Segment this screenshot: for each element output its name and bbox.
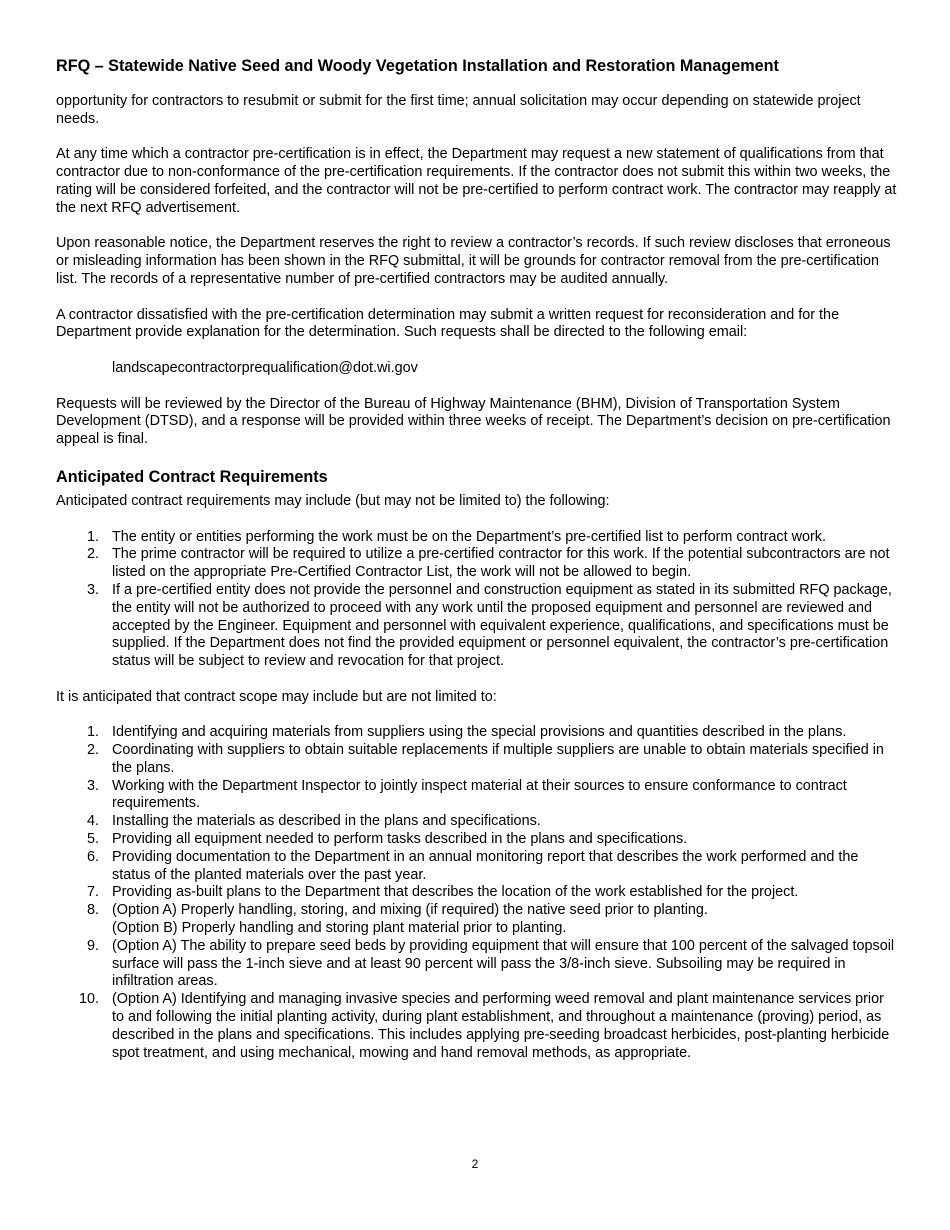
paragraph-records-review: Upon reasonable notice, the Department reserves the right to review a contractor’s records. If such review discloses that erroneous or misleading information has been shown in the RFQ submittal, it will be grounds for contractor removal from the pre-certification list. The records of a representative number of pre-certified contractors may be audited annually. — [56, 235, 891, 287]
paragraph-appeal-review: Requests will be reviewed by the Director of the Bureau of Highway Maintenance (BHM), Division of Transportation System Development (DTSD), and a response will be provided within three weeks of receipt. The Department’s decision on pre-certification appeal is final. — [56, 395, 891, 448]
list-item-text: The prime contractor will be required to utilize a pre-certified contractor for this work. If the potential subcontractors are not listed on the appropriate Pre-Certified Contractor List, the work will not be allowed to begin. — [112, 546, 890, 581]
list-item-number: 6. — [86, 848, 99, 865]
requirements-intro: Anticipated contract requirements may include (but may not be limited to) the following: — [56, 492, 610, 509]
list-item — [56, 938, 898, 991]
list-item-text: Coordinating with suppliers to obtain suitable replacements if multiple suppliers are unable to obtain materials specified in the plans. — [112, 742, 884, 776]
list-item-text: (Option A) Properly handling, storing, and mixing (if required) the native seed prior to planting. — [112, 902, 708, 919]
list-item — [56, 813, 898, 831]
list-item-text: Identifying and acquiring materials from suppliers using the special provisions and quantities described in the plans. — [112, 724, 847, 741]
paragraph-resubmit: opportunity for contractors to resubmit or submit for the first time; annual solicitation may occur depending on statewide project needs. — [56, 93, 861, 127]
list-item-text: If a pre-certified entity does not provide the personnel and construction equipment as stated in its submitted RFQ package, the entity will not be authorized to proceed with any work until the proposed equipment and personnel are reviewed and accepted by the Engineer. Equipment and personnel with equivalent experience, qualifications, and specifications must be supplied. If the Department does not find the provided equipment or personnel equivalent, the contractor’s pre-certification status will be subject to review and revocation for that project. — [112, 581, 892, 670]
list-item-number: 3. — [86, 581, 99, 598]
requirements-list — [56, 529, 898, 671]
list-item-number: 2. — [86, 742, 99, 759]
paragraph-reconsideration: A contractor dissatisfied with the pre-certification determination may submit a written request for reconsideration and for the Department provide explanation for the determination. Such requests shall be directed to the following email: — [56, 306, 840, 341]
list-item-number: 7. — [86, 884, 99, 901]
list-item — [56, 831, 898, 849]
list-item-number: 8. — [86, 902, 99, 919]
list-item-text: (Option A) Identifying and managing invasive species and performing weed removal and plant maintenance services prior to and following the initial planting activity, during plant establishment, and throughout a maintenance (proving) period, as described in the plans and specifications. This includes applying pre-seeding broadcast herbicides, post-planting herbicide spot treatment, and using mechanical, mowing and hand removal methods, as appropriate. — [112, 991, 890, 1061]
list-item — [56, 991, 898, 1062]
list-item-text: (Option A) The ability to prepare seed beds by providing equipment that will ensure that 100 percent of the salvaged topsoil surface will pass the 1-inch sieve and at least 90 percent will pass the 3/8-inch sieve. Subsoiling may be required in infiltration areas. — [112, 937, 895, 990]
list-item-number: 4. — [86, 813, 99, 830]
section-heading: Anticipated Contract Requirements — [56, 467, 328, 486]
list-item-text: Installing the materials as described in the plans and specifications. — [112, 813, 541, 830]
contact-email: landscapecontractorprequalification@dot.wi.gov — [112, 359, 418, 376]
list-item-text: Providing all equipment needed to perform tasks described in the plans and specifications. — [112, 831, 688, 848]
list-item-number: 9. — [86, 937, 99, 954]
list-item-number: 2. — [86, 546, 99, 563]
list-item — [56, 582, 898, 671]
list-item-text: The entity or entities performing the work must be on the Department’s pre-certified list to perform contract work. — [112, 528, 826, 545]
list-item — [56, 884, 898, 902]
page-header-title: RFQ – Statewide Native Seed and Woody Vegetation Installation and Restoration Management — [56, 57, 779, 75]
list-item-text: Providing as-built plans to the Department that describes the location of the work established for the project. — [112, 884, 799, 901]
list-item-number: 10. — [78, 991, 99, 1008]
list-item-number: 1. — [86, 724, 99, 741]
list-item — [56, 529, 898, 547]
list-item — [56, 546, 898, 582]
list-item-number: 3. — [86, 777, 99, 794]
scope-list — [56, 724, 898, 1062]
list-item — [56, 778, 898, 814]
scope-intro: It is anticipated that contract scope may include but are not limited to: — [56, 688, 497, 705]
list-item-number: 1. — [86, 528, 99, 545]
list-item — [56, 724, 898, 742]
list-item-text-option-b: (Option B) Properly handling and storing plant material prior to planting. — [112, 920, 567, 937]
list-item — [56, 849, 898, 885]
list-item-number: 5. — [86, 831, 99, 848]
page-number: 2 — [471, 1157, 479, 1171]
paragraph-statement-of-qualifications: At any time which a contractor pre-certification is in effect, the Department may request a new statement of qualifications from that contractor due to non-conformance of the pre-certification requirements. If the contractor does not submit this within two weeks, the rating will be considered forfeited, and the contractor will not be pre-certified to perform contract work. The contractor may reapply at the next RFQ advertisement. — [56, 146, 897, 216]
document-body — [56, 93, 898, 1080]
list-item-text: Working with the Department Inspector to jointly inspect material at their sources to ensure conformance to contract requirements. — [112, 777, 847, 812]
list-item — [56, 902, 898, 938]
list-item — [56, 742, 898, 778]
list-item-text: Providing documentation to the Department in an annual monitoring report that describes the work performed and the status of the planted materials over the past year. — [112, 848, 859, 883]
